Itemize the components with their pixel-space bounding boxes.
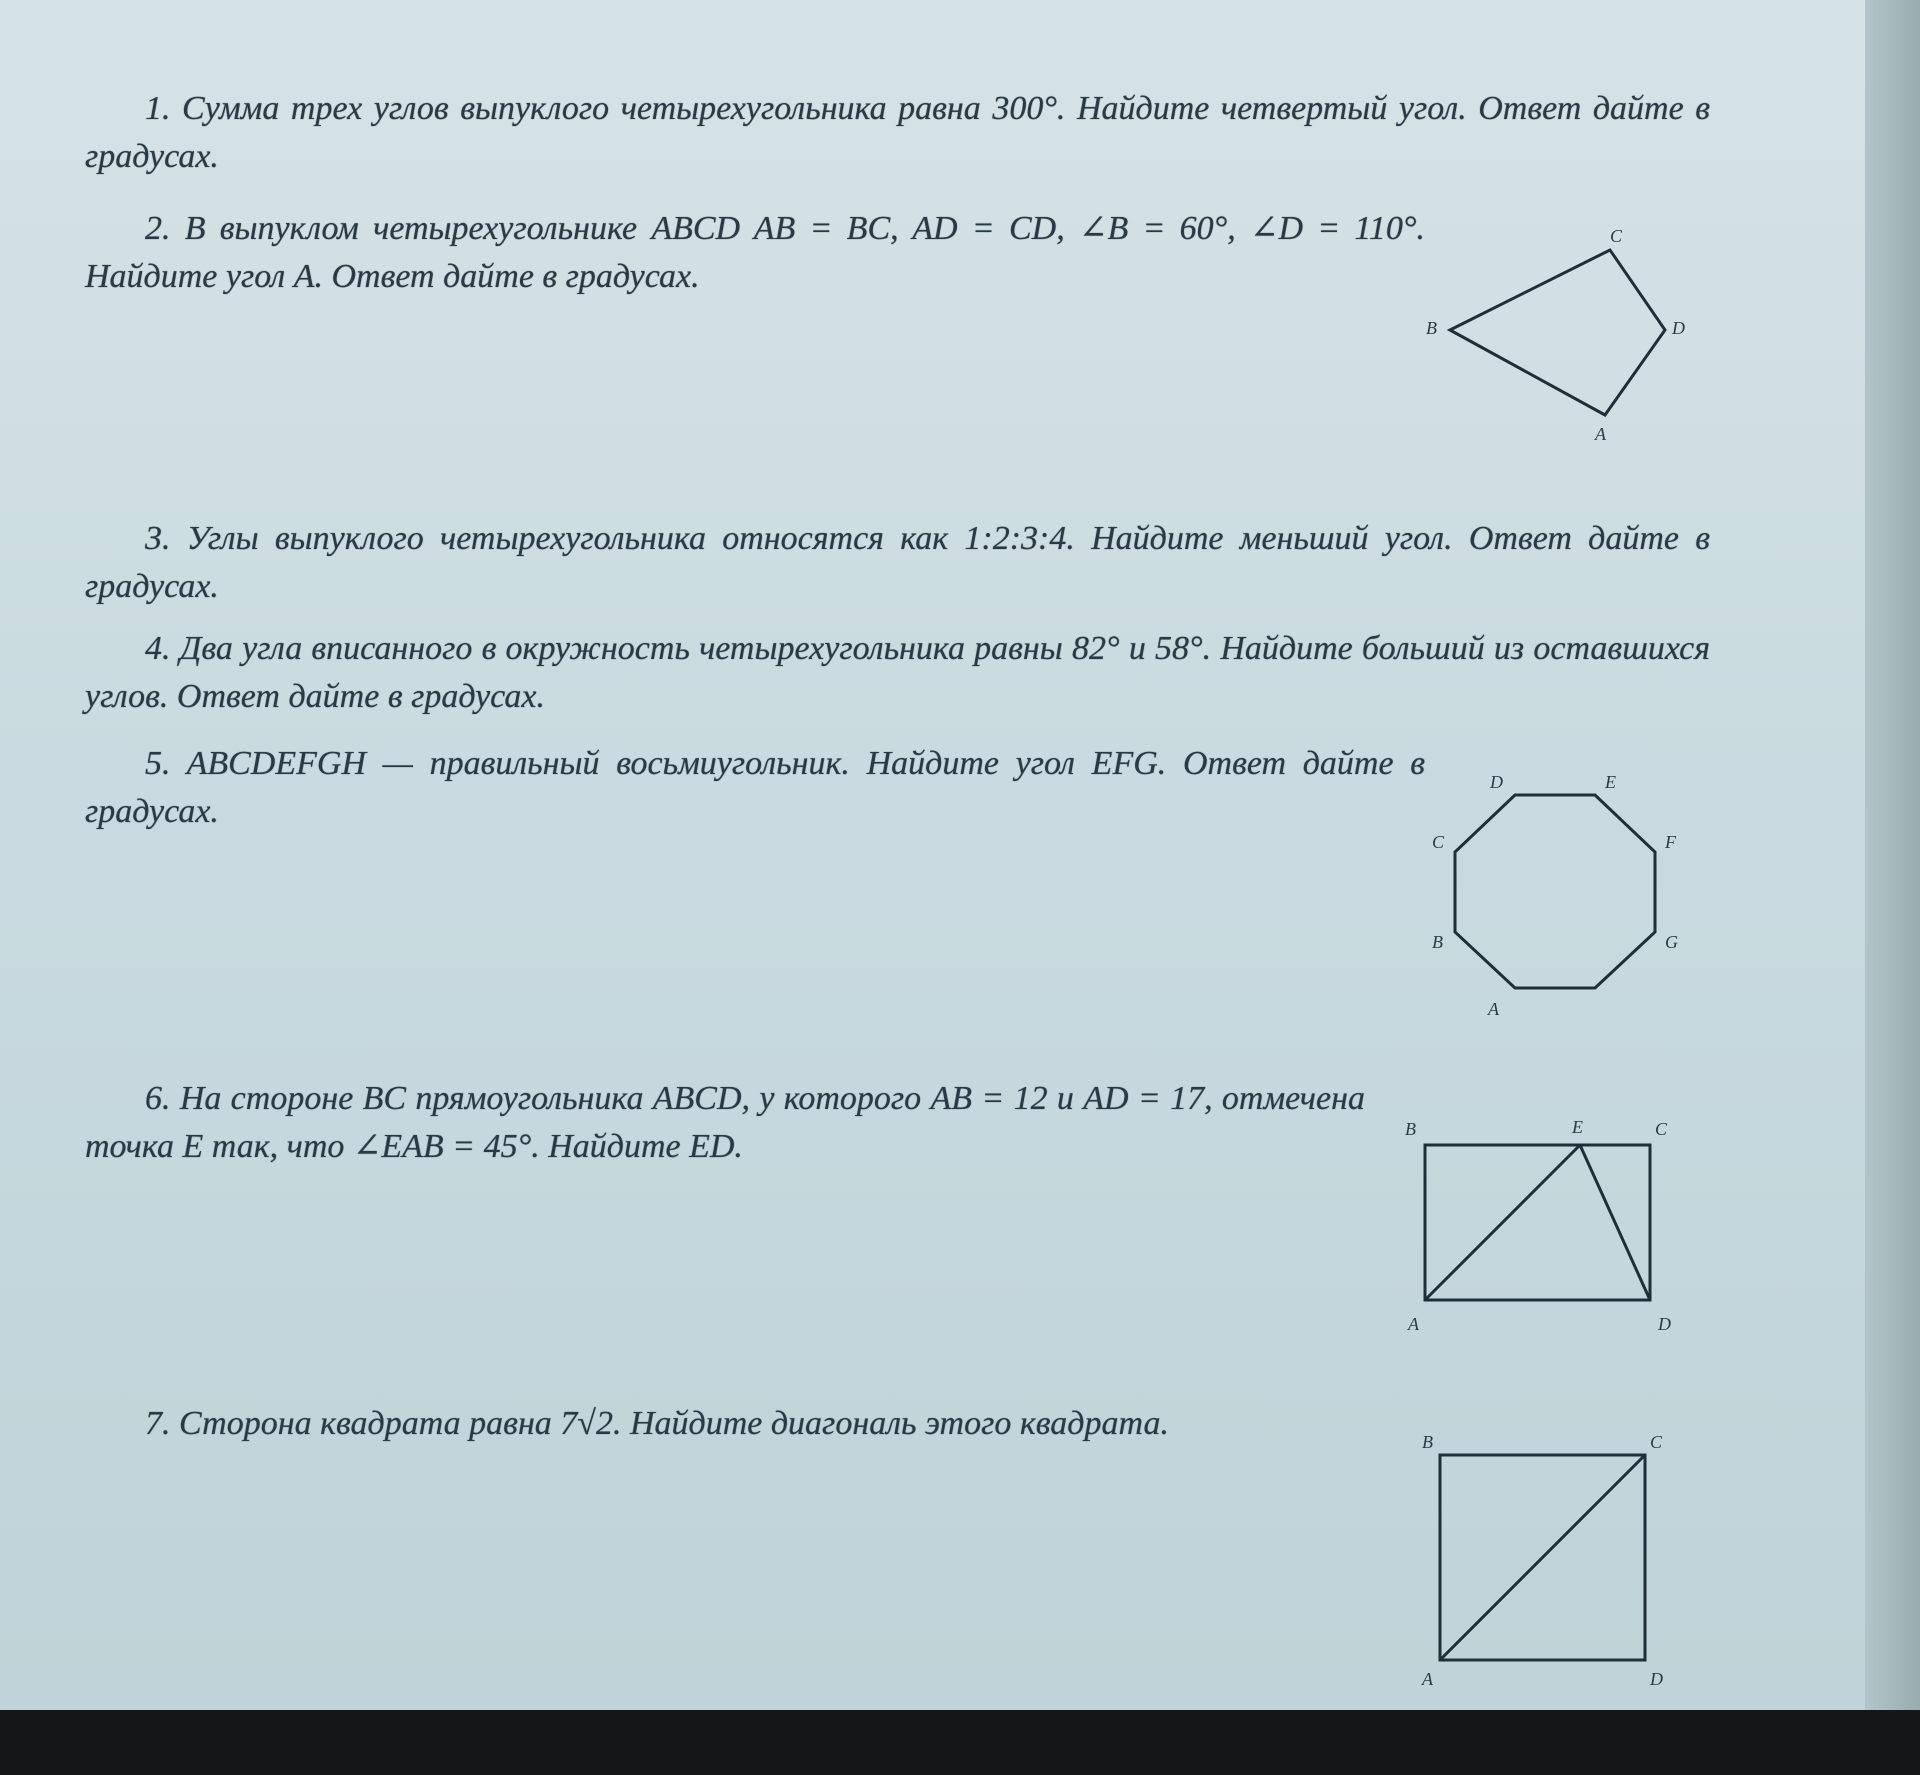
figure-quadrilateral: [1420, 220, 1685, 450]
screen-edge: [1865, 0, 1920, 1710]
vertex-label-e: E: [1605, 772, 1616, 792]
square-diagram: [1410, 1420, 1680, 1690]
problem-2: [85, 205, 1425, 301]
problem-text: В выпуклом четырехугольнике ABCD AB = BC, AD = CD, ∠B = 60°, ∠D = 110°. Найдите угол A. Ответ дайте в градусах.: [85, 210, 1425, 295]
problem-1: [85, 85, 1710, 181]
problem-number: 7.: [145, 1405, 171, 1442]
problem-text: Сумма трех углов выпуклого четырехугольника равна 300°. Найдите четвертый угол. Ответ дайте в градусах.: [85, 90, 1710, 175]
rectangle-diagram: [1400, 1105, 1680, 1340]
problem-text: Два угла вписанного в окружность четырехугольника равны 82° и 58°. Найдите больший из оставшихся углов. Ответ дайте в градусах.: [85, 630, 1710, 715]
vertex-label-d: D: [1490, 772, 1503, 792]
vertex-label-c: C: [1610, 226, 1623, 246]
vertex-label-d: D: [1650, 1669, 1663, 1689]
segment-ed: [1580, 1145, 1650, 1300]
diagonal-ac: [1440, 1455, 1645, 1660]
octagon-abcdefgh: [1455, 795, 1655, 988]
vertex-label-a: A: [1595, 424, 1606, 444]
vertex-label-a: A: [1422, 1669, 1433, 1689]
figure-rectangle: [1400, 1105, 1680, 1340]
octagon-diagram: [1410, 770, 1690, 1030]
segment-ae: [1425, 1145, 1580, 1300]
vertex-label-c: C: [1655, 1119, 1668, 1139]
problem-text: ABCDEFGH — правильный восьмиугольник. Найдите угол EFG. Ответ дайте в градусах.: [85, 745, 1425, 830]
problem-number: 5.: [145, 745, 171, 782]
problem-text: На стороне BC прямоугольника ABCD, у которого AB = 12 и AD = 17, отмечена точка E так, что ∠EAB = 45°. Найдите ED.: [85, 1080, 1365, 1165]
vertex-label-b: B: [1422, 1432, 1433, 1452]
vertex-label-b: B: [1432, 932, 1443, 952]
problem-6: [85, 1075, 1365, 1171]
problem-text: Углы выпуклого четырехугольника относятся как 1:2:3:4. Найдите меньший угол. Ответ дайте в градусах.: [85, 520, 1710, 605]
figure-square: [1410, 1420, 1680, 1690]
figure-octagon: [1410, 770, 1690, 1030]
problem-number: 2.: [145, 210, 171, 247]
quadrilateral-abcd: [1450, 250, 1665, 415]
vertex-label-b: B: [1426, 318, 1437, 338]
vertex-label-c: C: [1432, 832, 1445, 852]
vertex-label-f: F: [1665, 832, 1676, 852]
problem-number: 3.: [145, 520, 171, 557]
problem-number: 6.: [145, 1080, 171, 1117]
vertex-label-b: B: [1405, 1119, 1416, 1139]
problem-3: [85, 515, 1710, 611]
problem-number: 1.: [145, 90, 171, 127]
vertex-label-d: D: [1672, 318, 1685, 338]
monitor-bezel: [0, 1710, 1920, 1775]
problem-number: 4.: [145, 630, 171, 667]
problem-7: [85, 1400, 1385, 1448]
vertex-label-a: A: [1488, 999, 1499, 1019]
vertex-label-a: A: [1408, 1314, 1419, 1334]
problem-4: [85, 625, 1710, 721]
vertex-label-g: G: [1665, 932, 1678, 952]
vertex-label-d: D: [1658, 1314, 1671, 1334]
problem-5: [85, 740, 1425, 836]
point-label-e: E: [1572, 1117, 1583, 1137]
vertex-label-c: C: [1650, 1432, 1663, 1452]
problem-text: Сторона квадрата равна 7√2. Найдите диагональ этого квадрата.: [179, 1405, 1169, 1442]
quadrilateral-diagram: [1420, 220, 1685, 450]
